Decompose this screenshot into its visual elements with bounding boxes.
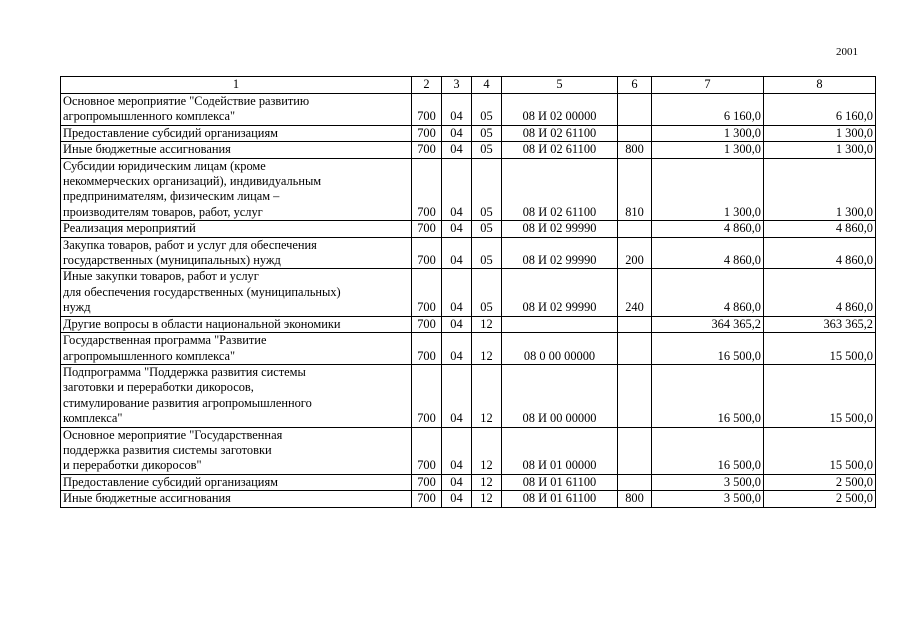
cell-admin-code: 700	[412, 333, 442, 365]
table-row	[61, 94, 876, 126]
cell-admin-code: 700	[412, 221, 442, 237]
cell-expense-type	[618, 474, 652, 490]
column-header: 8	[764, 77, 876, 94]
column-header: 6	[618, 77, 652, 94]
cell-amount-col7: 4 860,0	[652, 269, 764, 316]
cell-section: 04	[442, 333, 472, 365]
cell-target-article: 08 0 00 00000	[502, 333, 618, 365]
cell-section: 04	[442, 491, 472, 507]
cell-target-article: 08 И 02 99990	[502, 237, 618, 269]
cell-section: 04	[442, 269, 472, 316]
cell-expense-type	[618, 125, 652, 141]
cell-name: Иные закупки товаров, работ и услуг для обеспечения государственных (муниципальных) нужд	[61, 269, 412, 316]
cell-amount-col7: 16 500,0	[652, 364, 764, 427]
cell-section: 04	[442, 142, 472, 158]
cell-amount-col8: 6 160,0	[764, 94, 876, 126]
column-header: 5	[502, 77, 618, 94]
cell-name: Предоставление субсидий организациям	[61, 474, 412, 490]
table-row	[61, 427, 876, 474]
cell-amount-col7: 6 160,0	[652, 94, 764, 126]
table-row	[61, 125, 876, 141]
cell-admin-code: 700	[412, 237, 442, 269]
cell-amount-col7: 4 860,0	[652, 237, 764, 269]
page-number: 2001	[836, 46, 858, 58]
cell-target-article: 08 И 02 99990	[502, 221, 618, 237]
cell-amount-col7: 16 500,0	[652, 333, 764, 365]
cell-expense-type	[618, 94, 652, 126]
cell-name: Основное мероприятие "Государственная поддержка развития системы заготовки и переработки дикоросов"	[61, 427, 412, 474]
cell-subsection: 12	[472, 364, 502, 427]
table-row	[61, 221, 876, 237]
cell-subsection: 12	[472, 333, 502, 365]
cell-expense-type: 800	[618, 491, 652, 507]
cell-amount-col8: 15 500,0	[764, 333, 876, 365]
cell-name: Закупка товаров, работ и услуг для обеспечения государственных (муниципальных) нужд	[61, 237, 412, 269]
cell-admin-code: 700	[412, 142, 442, 158]
column-header: 3	[442, 77, 472, 94]
cell-name: Реализация мероприятий	[61, 221, 412, 237]
cell-amount-col8: 4 860,0	[764, 221, 876, 237]
cell-amount-col7: 4 860,0	[652, 221, 764, 237]
cell-amount-col8: 15 500,0	[764, 364, 876, 427]
cell-admin-code: 700	[412, 474, 442, 490]
cell-admin-code: 700	[412, 125, 442, 141]
table-row	[61, 474, 876, 490]
cell-subsection: 12	[472, 474, 502, 490]
cell-expense-type: 200	[618, 237, 652, 269]
cell-subsection: 05	[472, 158, 502, 221]
cell-amount-col7: 3 500,0	[652, 474, 764, 490]
cell-name: Предоставление субсидий организациям	[61, 125, 412, 141]
cell-expense-type	[618, 333, 652, 365]
cell-name: Основное мероприятие "Содействие развитию агропромышленного комплекса"	[61, 94, 412, 126]
table-row	[61, 316, 876, 332]
cell-expense-type: 800	[618, 142, 652, 158]
cell-target-article: 08 И 02 61100	[502, 158, 618, 221]
cell-name: Иные бюджетные ассигнования	[61, 142, 412, 158]
cell-amount-col7: 364 365,2	[652, 316, 764, 332]
column-header: 2	[412, 77, 442, 94]
cell-section: 04	[442, 125, 472, 141]
cell-admin-code: 700	[412, 269, 442, 316]
cell-expense-type: 240	[618, 269, 652, 316]
cell-section: 04	[442, 316, 472, 332]
cell-name: Другие вопросы в области национальной экономики	[61, 316, 412, 332]
cell-target-article: 08 И 01 00000	[502, 427, 618, 474]
cell-expense-type	[618, 427, 652, 474]
cell-amount-col7: 3 500,0	[652, 491, 764, 507]
cell-name: Государственная программа "Развитие агропромышленного комплекса"	[61, 333, 412, 365]
table-row	[61, 269, 876, 316]
cell-amount-col8: 1 300,0	[764, 158, 876, 221]
cell-amount-col8: 363 365,2	[764, 316, 876, 332]
cell-admin-code: 700	[412, 491, 442, 507]
cell-target-article: 08 И 01 61100	[502, 474, 618, 490]
cell-admin-code: 700	[412, 158, 442, 221]
cell-expense-type	[618, 364, 652, 427]
header-row	[61, 77, 876, 94]
cell-expense-type: 810	[618, 158, 652, 221]
table-row	[61, 491, 876, 507]
cell-target-article: 08 И 02 61100	[502, 125, 618, 141]
cell-target-article: 08 И 02 99990	[502, 269, 618, 316]
cell-section: 04	[442, 237, 472, 269]
cell-section: 04	[442, 158, 472, 221]
cell-admin-code: 700	[412, 316, 442, 332]
table-row	[61, 142, 876, 158]
cell-subsection: 12	[472, 316, 502, 332]
cell-subsection: 05	[472, 221, 502, 237]
cell-amount-col8: 4 860,0	[764, 237, 876, 269]
cell-subsection: 12	[472, 491, 502, 507]
cell-name: Иные бюджетные ассигнования	[61, 491, 412, 507]
cell-subsection: 05	[472, 237, 502, 269]
cell-amount-col8: 1 300,0	[764, 142, 876, 158]
cell-amount-col8: 4 860,0	[764, 269, 876, 316]
cell-section: 04	[442, 364, 472, 427]
cell-subsection: 05	[472, 142, 502, 158]
cell-name: Подпрограмма "Поддержка развития системы заготовки и переработки дикоросов, стимулирование развития агропромышленного комплекса"	[61, 364, 412, 427]
column-header: 7	[652, 77, 764, 94]
cell-expense-type	[618, 316, 652, 332]
cell-target-article: 08 И 02 61100	[502, 142, 618, 158]
table-row	[61, 237, 876, 269]
cell-section: 04	[442, 94, 472, 126]
cell-admin-code: 700	[412, 427, 442, 474]
cell-name: Субсидии юридическим лицам (кроме некоммерческих организаций), индивидуальным предпринимателям, физическим лицам – производителям товаров, работ, услуг	[61, 158, 412, 221]
table-row	[61, 364, 876, 427]
cell-admin-code: 700	[412, 364, 442, 427]
cell-expense-type	[618, 221, 652, 237]
cell-admin-code: 700	[412, 94, 442, 126]
cell-amount-col8: 2 500,0	[764, 491, 876, 507]
column-header: 1	[61, 77, 412, 94]
cell-amount-col8: 1 300,0	[764, 125, 876, 141]
cell-subsection: 05	[472, 94, 502, 126]
cell-amount-col7: 1 300,0	[652, 142, 764, 158]
cell-target-article: 08 И 00 00000	[502, 364, 618, 427]
cell-target-article: 08 И 02 00000	[502, 94, 618, 126]
table-row	[61, 333, 876, 365]
column-header: 4	[472, 77, 502, 94]
cell-target-article: 08 И 01 61100	[502, 491, 618, 507]
cell-amount-col7: 1 300,0	[652, 158, 764, 221]
table-body	[61, 94, 876, 508]
cell-subsection: 05	[472, 269, 502, 316]
cell-amount-col8: 15 500,0	[764, 427, 876, 474]
cell-amount-col8: 2 500,0	[764, 474, 876, 490]
budget-table	[60, 76, 876, 508]
cell-section: 04	[442, 221, 472, 237]
cell-subsection: 05	[472, 125, 502, 141]
cell-amount-col7: 16 500,0	[652, 427, 764, 474]
cell-section: 04	[442, 474, 472, 490]
cell-section: 04	[442, 427, 472, 474]
cell-subsection: 12	[472, 427, 502, 474]
table-row	[61, 158, 876, 221]
cell-amount-col7: 1 300,0	[652, 125, 764, 141]
cell-target-article	[502, 316, 618, 332]
